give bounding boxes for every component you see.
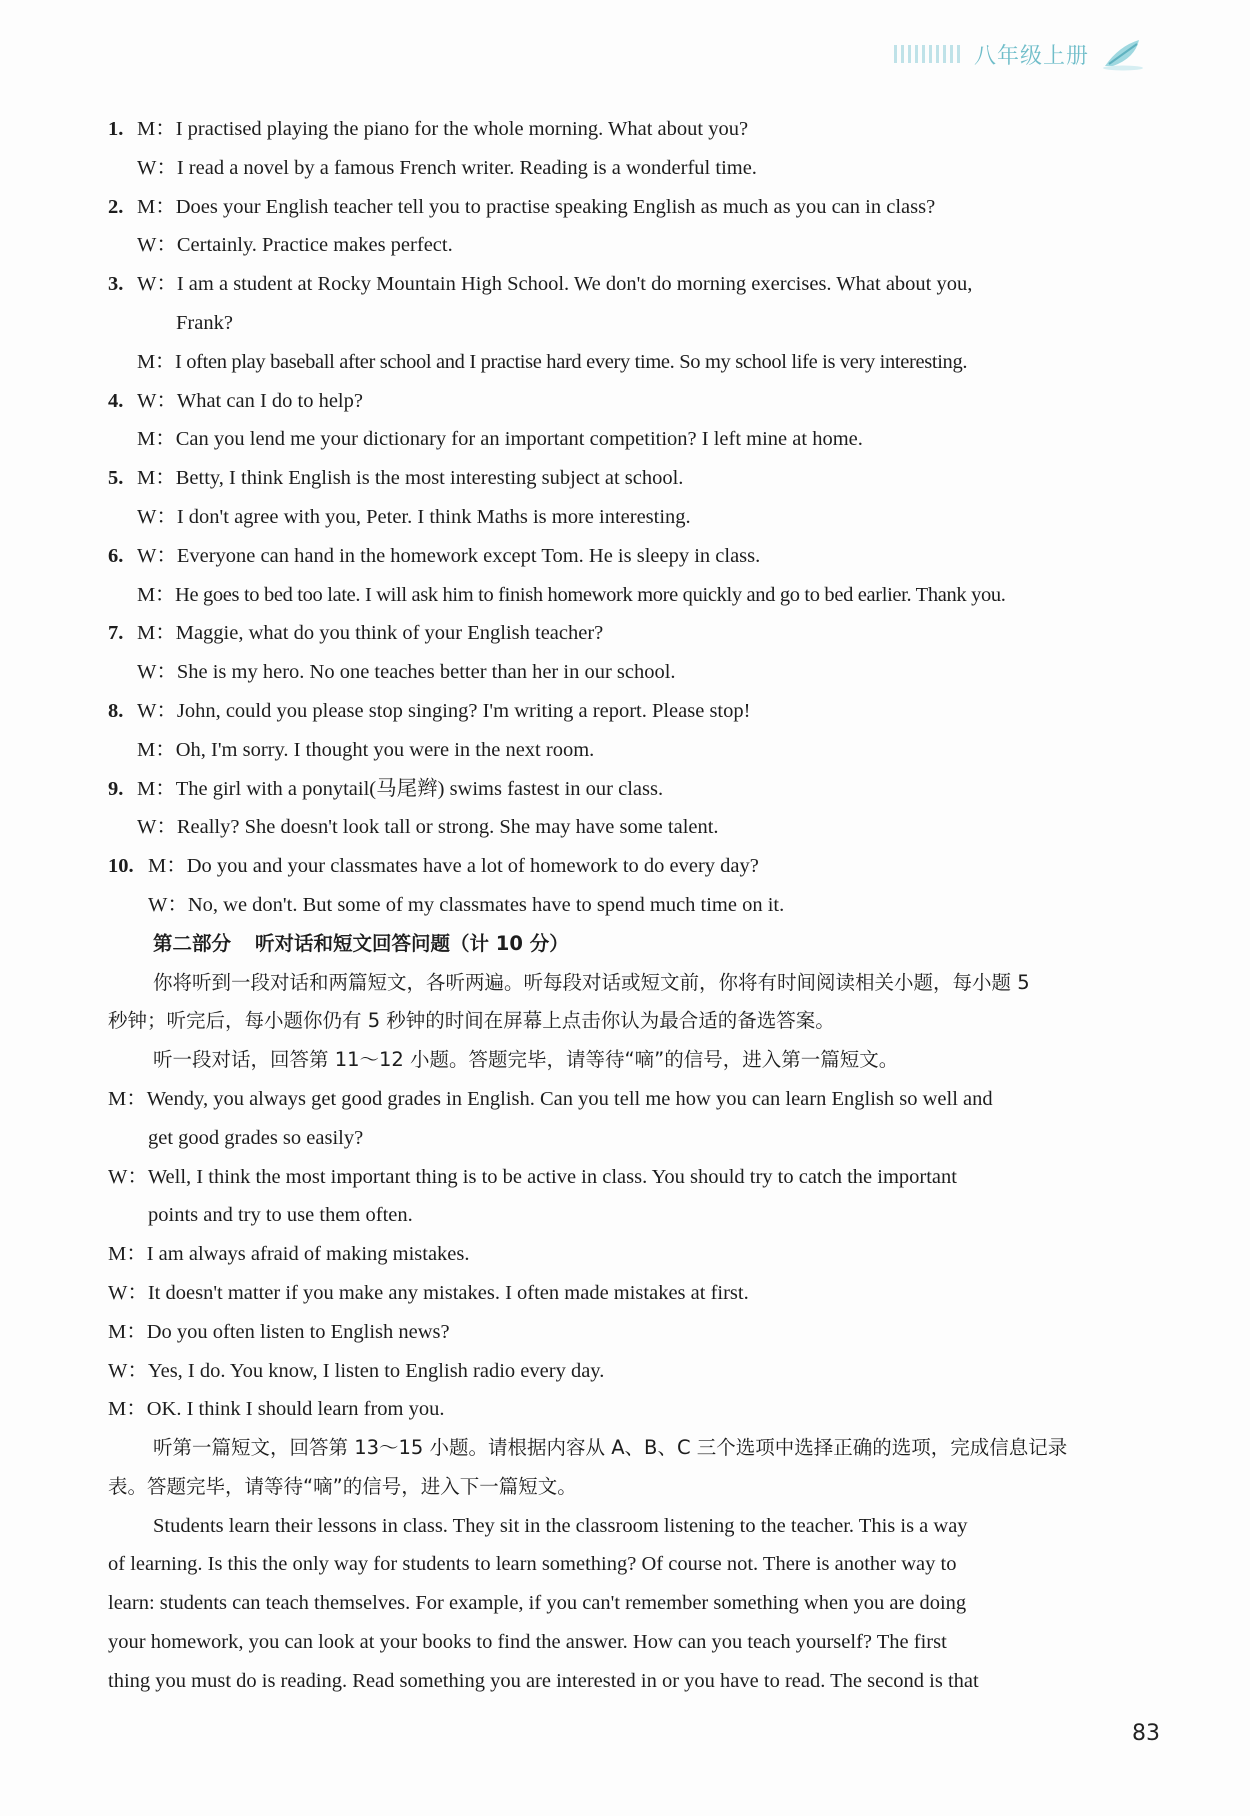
item-6 — [108, 537, 1146, 576]
item-8 — [108, 692, 1146, 731]
part2-title-a: 第二部分 — [153, 931, 232, 955]
item-7 — [108, 614, 1146, 653]
passage-instruction: 表。答题完毕，请等待“嘀”的信号，进入下一篇短文。 — [108, 1474, 577, 1498]
dialog-line: M：I practised playing the piano for the whole morning. What about you? — [137, 118, 749, 140]
dialog-line: W：I read a novel by a famous French writer. Reading is a wonderful time. — [137, 156, 757, 179]
page-content — [108, 110, 1146, 1701]
dialog-line: M：Maggie, what do you think of your English teacher? — [137, 622, 604, 645]
item-number: 9. — [108, 777, 124, 800]
dialog-line: M：Do you and your classmates have a lot of homework to do every day? — [148, 855, 759, 878]
part2-intro-line: 秒钟；听完后，每小题你仍有 5 秒钟的时间在屏幕上点击你认为最合适的备选答案。 — [108, 1009, 835, 1033]
item-3 — [108, 265, 1146, 304]
grade-label: 八年级上册 — [973, 43, 1089, 69]
dialog-line: M：He goes to bed too late. I will ask him to finish homework more quickly and go to bed earlier. Thank you. — [137, 583, 1006, 606]
part2-heading — [108, 925, 1146, 964]
item-number: 7. — [108, 622, 124, 645]
item-number: 3. — [108, 273, 124, 296]
item-5 — [108, 459, 1146, 498]
part2-intro-line: 你将听到一段对话和两篇短文，各听两遍。听每段对话或短文前，你将有时间阅读相关小题，每小题 5 — [153, 970, 1030, 994]
dialog-line: W：Well, I think the most important thing is to be active in class. You should try to catch the important — [108, 1165, 957, 1188]
dialog-line: W：What can I do to help? — [137, 389, 363, 412]
dialog-line: W：I don't agree with you, Peter. I think Maths is more interesting. — [137, 505, 691, 528]
item-number: 2. — [108, 195, 124, 218]
dialog-line: W：She is my hero. No one teaches better than her in our school. — [137, 661, 676, 684]
dialog-line: W：Everyone can hand in the homework except Tom. He is sleepy in class. — [137, 544, 761, 567]
item-10 — [108, 847, 1146, 886]
passage-line: learn: students can teach themselves. For example, if you can't remember something when you are doing — [108, 1592, 967, 1615]
item-number: 1. — [108, 118, 124, 140]
dialog-line: M：Betty, I think English is the most interesting subject at school. — [137, 467, 684, 490]
dialog-line: M：Oh, I'm sorry. I thought you were in the next room. — [137, 738, 595, 761]
dialog-line: W：No, we don't. But some of my classmates have to spend much time on it. — [148, 893, 785, 916]
dialog-line: W：I am a student at Rocky Mountain High School. We don't do morning exercises. What about you, — [137, 273, 973, 296]
dialog-line: M：Do you often listen to English news? — [108, 1320, 450, 1343]
passage-line: your homework, you can look at your books to find the answer. How can you teach yourself? The first — [108, 1631, 947, 1654]
dialog-line: M：Does your English teacher tell you to practise speaking English as much as you can in class? — [137, 195, 936, 218]
item-9 — [108, 770, 1146, 809]
part2-title-b: 听对话和短文回答问题（计 10 分） — [255, 931, 569, 955]
item-number: 4. — [108, 389, 124, 412]
item-number: 6. — [108, 544, 124, 567]
dialog-turn — [108, 1158, 1146, 1197]
item-number: 8. — [108, 699, 124, 722]
item-2 — [108, 188, 1146, 227]
dialog-line: M：I often play baseball after school and I practise hard every time. So my school life is very interesting. — [137, 350, 968, 373]
item-4 — [108, 382, 1146, 421]
item-number: 5. — [108, 467, 124, 490]
item-number: 10. — [108, 855, 134, 878]
dialog-line: M：OK. I think I should learn from you. — [108, 1398, 445, 1421]
dialog-line: W：John, could you please stop singing? I'm writing a report. Please stop! — [137, 699, 751, 722]
dialog-line: W：Really? She doesn't look tall or strong. She may have some talent. — [137, 816, 719, 839]
passage-line: of learning. Is this the only way for students to learn something? Of course not. There is another way to — [108, 1553, 957, 1576]
item-1 — [108, 110, 1146, 149]
dialog-instruction: 听一段对话，回答第 11～12 小题。答题完毕，请等待“嘀”的信号，进入第一篇短文。 — [153, 1048, 899, 1072]
dialog-line: M：Wendy, you always get good grades in English. Can you tell me how you can learn English so well and — [108, 1087, 993, 1110]
dialog-line: Frank? — [176, 311, 233, 334]
dialog-line: M：The girl with a ponytail(马尾辫) swims fastest in our class. — [137, 777, 664, 800]
leaf-logo-icon — [1099, 36, 1145, 72]
dialog-line: W：Yes, I do. You know, I listen to English radio every day. — [108, 1359, 605, 1382]
passage-instruction: 听第一篇短文，回答第 13～15 小题。请根据内容从 A、B、C 三个选项中选择正确的选项，完成信息记录 — [153, 1436, 1068, 1460]
header-decoration-bars — [894, 45, 964, 63]
dialog-line: W：It doesn't matter if you make any mistakes. I often made mistakes at first. — [108, 1281, 749, 1304]
passage-line: Students learn their lessons in class. They sit in the classroom listening to the teacher. This is a way — [153, 1514, 968, 1537]
page-header — [894, 36, 1145, 72]
dialog-line: M：I am always afraid of making mistakes. — [108, 1243, 470, 1266]
page-number: 83 — [1132, 1721, 1160, 1746]
dialog-line: points and try to use them often. — [148, 1204, 413, 1227]
dialog-turn — [108, 1080, 1146, 1119]
dialog-line: get good grades so easily? — [148, 1126, 364, 1149]
passage-line: thing you must do is reading. Read something you are interested in or you have to read. The second is that — [108, 1669, 979, 1692]
dialog-line: W：Certainly. Practice makes perfect. — [137, 234, 453, 257]
dialog-line: M：Can you lend me your dictionary for an important competition? I left mine at home. — [137, 428, 863, 451]
